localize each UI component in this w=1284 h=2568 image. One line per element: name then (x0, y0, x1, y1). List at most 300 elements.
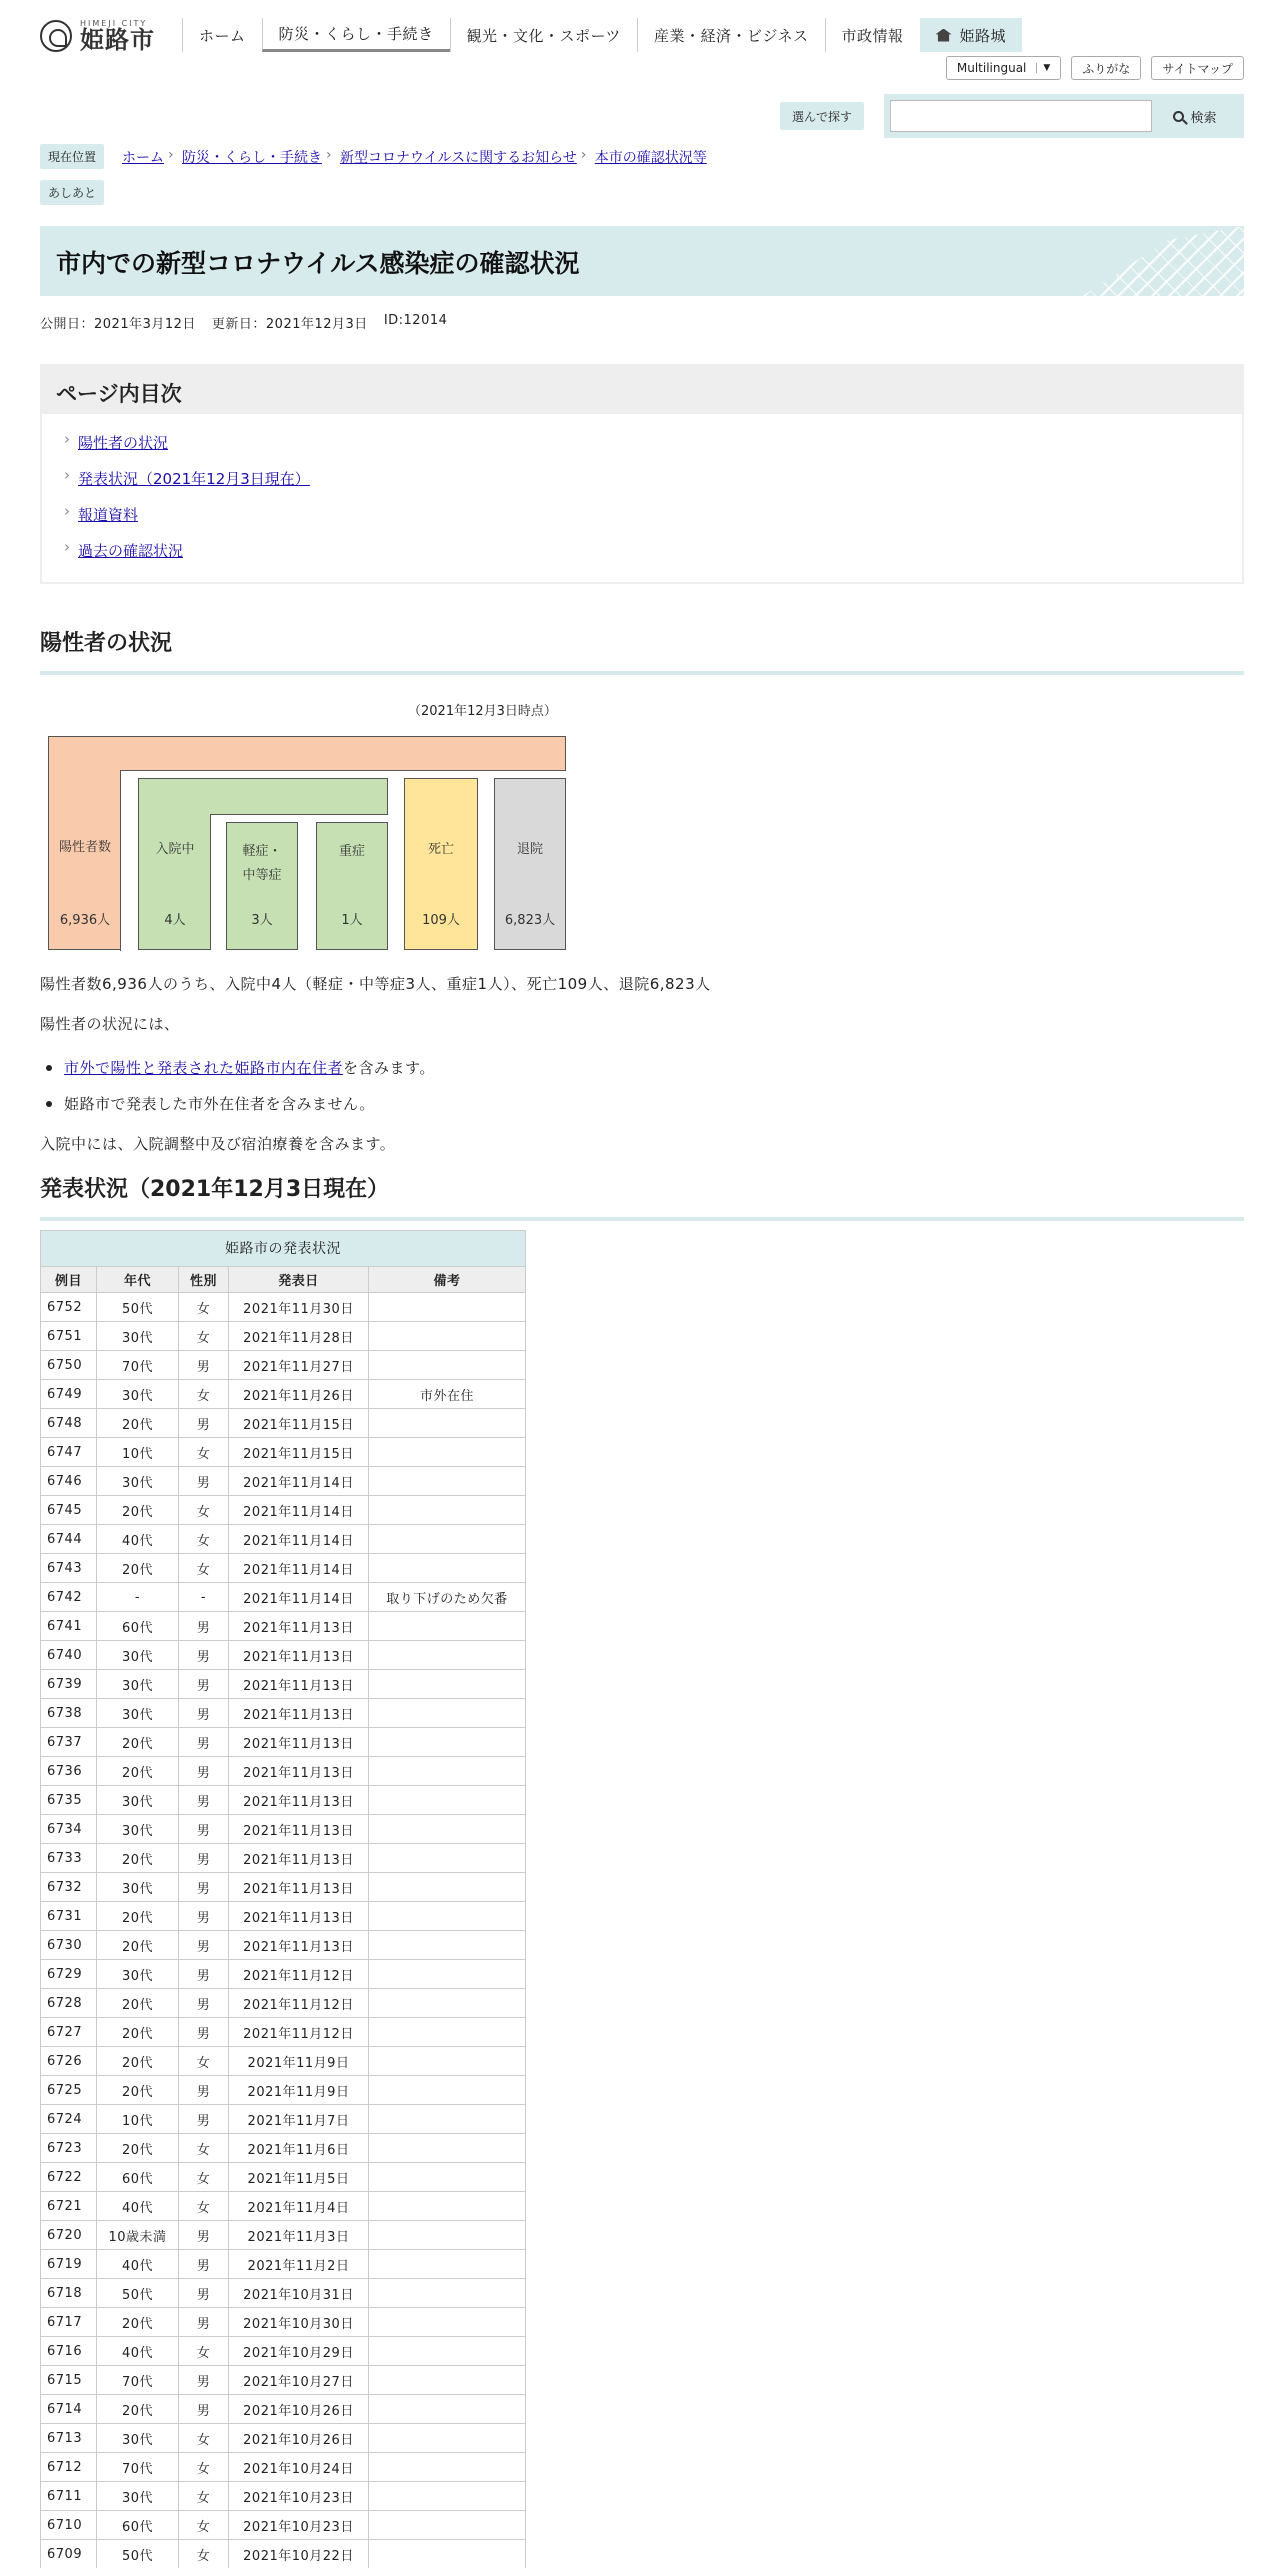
cell-number: 6732 (41, 1873, 97, 1902)
toc-heading: ページ内目次 (42, 366, 1242, 414)
cell-sex: 女 (179, 2163, 229, 2192)
toc-item (62, 432, 1222, 468)
cell-date: 2021年11月13日 (229, 1641, 369, 1670)
cell-date: 2021年11月27日 (229, 1351, 369, 1380)
search-box (884, 94, 1244, 138)
cell-age: 30代 (97, 1641, 179, 1670)
cell-age: 30代 (97, 1380, 179, 1409)
cell-sex: 男 (179, 2395, 229, 2424)
chevron-down-icon: ▼ (1036, 63, 1050, 73)
cell-note (369, 2540, 526, 2568)
cell-date: 2021年11月9日 (229, 2047, 369, 2076)
table-row (41, 2018, 526, 2047)
cell-date: 2021年11月13日 (229, 1728, 369, 1757)
cell-number: 6730 (41, 1931, 97, 1960)
table-row (41, 1844, 526, 1873)
table-row (41, 2279, 526, 2308)
cell-date: 2021年10月23日 (229, 2511, 369, 2540)
cell-sex: 女 (179, 2047, 229, 2076)
cell-note (369, 2308, 526, 2337)
table-row (41, 2134, 526, 2163)
cell-age: 30代 (97, 1960, 179, 1989)
castle-icon (936, 29, 952, 42)
table-row (41, 1960, 526, 1989)
cell-date: 2021年11月14日 (229, 1583, 369, 1612)
box-mild (226, 822, 298, 950)
cell-number: 6744 (41, 1525, 97, 1554)
cell-sex: 男 (179, 1699, 229, 1728)
cell-note (369, 2047, 526, 2076)
box-mild-label1: 軽症・ (242, 844, 282, 859)
table-row (41, 1757, 526, 1786)
cell-date: 2021年11月15日 (229, 1409, 369, 1438)
cell-sex: 女 (179, 1554, 229, 1583)
cell-sex: 男 (179, 2105, 229, 2134)
cell-date: 2021年11月28日 (229, 1322, 369, 1351)
cell-sex: - (179, 1583, 229, 1612)
cell-sex: 女 (179, 1380, 229, 1409)
cell-date: 2021年11月2日 (229, 2250, 369, 2279)
table-row (41, 1583, 526, 1612)
table-row (41, 1322, 526, 1351)
cell-date: 2021年11月6日 (229, 2134, 369, 2163)
cell-number: 6728 (41, 1989, 97, 2018)
cell-sex: 女 (179, 2511, 229, 2540)
cell-note: 取り下げのため欠番 (369, 1583, 526, 1612)
cell-note (369, 1293, 526, 1322)
table-row (41, 2221, 526, 2250)
table-row (41, 1380, 526, 1409)
cell-date: 2021年10月22日 (229, 2540, 369, 2568)
cell-age: 10代 (97, 2105, 179, 2134)
cell-date: 2021年11月4日 (229, 2192, 369, 2221)
cell-note (369, 1554, 526, 1583)
cell-date: 2021年10月27日 (229, 2366, 369, 2395)
cell-date: 2021年11月13日 (229, 1873, 369, 1902)
nav-kanko[interactable]: 観光・文化・スポーツ (450, 18, 637, 52)
table-row (41, 1699, 526, 1728)
cell-date: 2021年10月26日 (229, 2424, 369, 2453)
toc-item (62, 540, 1222, 576)
cell-sex: 女 (179, 1322, 229, 1351)
cell-note (369, 2134, 526, 2163)
cell-number: 6736 (41, 1757, 97, 1786)
table-row (41, 2540, 526, 2568)
box-positive-value: 6,936人 (59, 913, 111, 928)
table-row (41, 2076, 526, 2105)
multilingual-label: Multilingual (956, 61, 1027, 75)
cell-note (369, 1960, 526, 1989)
cell-note (369, 1351, 526, 1380)
cell-sex: 男 (179, 1612, 229, 1641)
cell-date: 2021年11月12日 (229, 1989, 369, 2018)
table-row (41, 2308, 526, 2337)
cell-number: 6720 (41, 2221, 97, 2250)
cell-date: 2021年11月12日 (229, 1960, 369, 1989)
nav-home[interactable]: ホーム (182, 18, 262, 52)
cell-age: 70代 (97, 2453, 179, 2482)
table-row (41, 2511, 526, 2540)
table-row (41, 1873, 526, 1902)
cell-age: 20代 (97, 2308, 179, 2337)
cell-note (369, 2424, 526, 2453)
cell-number: 6743 (41, 1554, 97, 1583)
cell-age: 20代 (97, 1757, 179, 1786)
search-icon (1173, 111, 1184, 122)
box-discharged-value: 6,823人 (504, 913, 556, 928)
col-date: 発表日 (229, 1267, 369, 1293)
cell-age: 30代 (97, 1815, 179, 1844)
breadcrumb-status[interactable]: › 本市の確認状況等 (595, 147, 707, 167)
table-row (41, 1438, 526, 1467)
cell-number: 6733 (41, 1844, 97, 1873)
cell-note (369, 1670, 526, 1699)
table-row (41, 1525, 526, 1554)
cell-sex: 男 (179, 2221, 229, 2250)
cell-age: 50代 (97, 2279, 179, 2308)
cell-age: 60代 (97, 1612, 179, 1641)
breadcrumb-home[interactable]: ホーム (122, 149, 165, 166)
cell-age: 30代 (97, 1467, 179, 1496)
cell-note (369, 1525, 526, 1554)
cell-number: 6716 (41, 2337, 97, 2366)
cell-sex: 男 (179, 1757, 229, 1786)
table-row (41, 1351, 526, 1380)
cell-note (369, 1815, 526, 1844)
table-row (41, 2482, 526, 2511)
cell-note (369, 2250, 526, 2279)
cell-age: 20代 (97, 1554, 179, 1583)
cell-date: 2021年11月14日 (229, 1496, 369, 1525)
table-row (41, 1670, 526, 1699)
breadcrumb (40, 144, 707, 169)
multilingual-select[interactable] (946, 56, 1061, 80)
sitemap-button[interactable]: サイトマップ (1151, 56, 1244, 80)
table-row (41, 2453, 526, 2482)
cell-note (369, 1931, 526, 1960)
cell-sex: 女 (179, 1496, 229, 1525)
cell-note (369, 1699, 526, 1728)
table-row (41, 1786, 526, 1815)
choose-search-button[interactable]: 選んで探す (780, 102, 864, 130)
cell-date: 2021年11月9日 (229, 2076, 369, 2105)
box-death (404, 778, 478, 950)
cell-number: 6715 (41, 2366, 97, 2395)
status-diagram (40, 700, 600, 960)
cell-date: 2021年11月13日 (229, 1844, 369, 1873)
cell-sex: 男 (179, 1931, 229, 1960)
cell-date: 2021年11月15日 (229, 1438, 369, 1467)
cell-age: 30代 (97, 1699, 179, 1728)
cell-age: 20代 (97, 1496, 179, 1525)
cell-age: 20代 (97, 1931, 179, 1960)
col-number: 例目 (41, 1267, 97, 1293)
page-title-banner (40, 226, 1244, 296)
cell-note (369, 2018, 526, 2047)
cell-note (369, 1989, 526, 2018)
cell-date: 2021年10月30日 (229, 2308, 369, 2337)
cell-age: 20代 (97, 1844, 179, 1873)
cell-note (369, 2076, 526, 2105)
site-logo[interactable] (40, 18, 155, 54)
cell-age: 50代 (97, 1293, 179, 1322)
logo-english: HIMEJI CITY (80, 19, 148, 28)
cell-date: 2021年11月30日 (229, 1293, 369, 1322)
box-hospital-value: 4人 (164, 913, 186, 928)
cell-number: 6750 (41, 1351, 97, 1380)
cell-number: 6722 (41, 2163, 97, 2192)
cell-number: 6738 (41, 1699, 97, 1728)
table-row (41, 1728, 526, 1757)
cell-note (369, 1844, 526, 1873)
cell-age: 20代 (97, 2018, 179, 2047)
cell-note (369, 2511, 526, 2540)
cell-number: 6714 (41, 2395, 97, 2424)
cell-note (369, 1496, 526, 1525)
cell-date: 2021年11月12日 (229, 2018, 369, 2047)
cell-number: 6751 (41, 1322, 97, 1351)
table-row (41, 1554, 526, 1583)
table-row (41, 1293, 526, 1322)
cell-age: 30代 (97, 1873, 179, 1902)
cell-age: 30代 (97, 2482, 179, 2511)
cell-age: 70代 (97, 1351, 179, 1380)
outside-positive-link[interactable]: 市外で陽性と発表された姫路市内在住者 (64, 1059, 344, 1077)
cell-date: 2021年11月3日 (229, 2221, 369, 2250)
status-summary: 陽性者数6,936人のうち、入院中4人（軽症・中等症3人、重症1人）、死亡109人、退院6,823人 (40, 975, 711, 993)
cell-age: 20代 (97, 2134, 179, 2163)
cell-date: 2021年11月13日 (229, 1815, 369, 1844)
cell-number: 6749 (41, 1380, 97, 1409)
status-bullet-1-rest: を含みます。 (343, 1059, 435, 1077)
toc-item (62, 504, 1222, 540)
table-row (41, 2250, 526, 2279)
cell-note (369, 2337, 526, 2366)
cell-age: 20代 (97, 2395, 179, 2424)
table-row (41, 1989, 526, 2018)
nav-himeji-castle[interactable] (920, 18, 1023, 52)
cell-number: 6731 (41, 1902, 97, 1931)
nav-castle-label: 姫路城 (959, 26, 1007, 45)
page-toc (40, 364, 1244, 584)
cell-age: 20代 (97, 2076, 179, 2105)
box-death-label: 死亡 (427, 842, 454, 857)
box-positive-label: 陽性者数 (58, 840, 111, 855)
cell-sex: 男 (179, 1815, 229, 1844)
cell-sex: 女 (179, 2337, 229, 2366)
cell-number: 6752 (41, 1293, 97, 1322)
cell-date: 2021年11月13日 (229, 1931, 369, 1960)
table-caption: 姫路市の発表状況 (40, 1230, 526, 1266)
search-input[interactable] (890, 100, 1152, 132)
cell-age: 20代 (97, 1989, 179, 2018)
table-row (41, 1902, 526, 1931)
cell-number: 6719 (41, 2250, 97, 2279)
table-row (41, 2337, 526, 2366)
box-discharged (494, 778, 566, 950)
cell-sex: 男 (179, 1902, 229, 1931)
furigana-button[interactable]: ふりがな (1071, 56, 1141, 80)
cell-number: 6741 (41, 1612, 97, 1641)
cell-date: 2021年11月14日 (229, 1525, 369, 1554)
cell-note (369, 2482, 526, 2511)
cell-age: 40代 (97, 1525, 179, 1554)
table-row (41, 1931, 526, 1960)
cell-note (369, 1467, 526, 1496)
cell-note (369, 1409, 526, 1438)
cell-note (369, 1757, 526, 1786)
table-header-row (41, 1267, 526, 1293)
table-row (41, 1641, 526, 1670)
cell-age: 30代 (97, 1670, 179, 1699)
cell-sex: 女 (179, 1438, 229, 1467)
cell-note (369, 1438, 526, 1467)
cell-date: 2021年11月13日 (229, 1902, 369, 1931)
cell-age: - (97, 1583, 179, 1612)
cell-sex: 女 (179, 2424, 229, 2453)
cell-note (369, 1873, 526, 1902)
cell-date: 2021年11月13日 (229, 1757, 369, 1786)
table-row (41, 1467, 526, 1496)
cell-note (369, 2395, 526, 2424)
cell-note: 市外在住 (369, 1380, 526, 1409)
search-button-label: 検索 (1190, 110, 1217, 126)
nav-bousai[interactable]: 防災・くらし・手続き (262, 18, 450, 52)
cell-number: 6709 (41, 2540, 97, 2568)
box-discharged-label: 退院 (516, 842, 543, 857)
section-heading-positive: 陽性者の状況 (40, 626, 1244, 675)
page-title: 市内での新型コロナウイルス感染症の確認状況 (56, 249, 580, 278)
cell-sex: 女 (179, 2482, 229, 2511)
cell-number: 6734 (41, 1815, 97, 1844)
box-mild-value: 3人 (251, 913, 273, 928)
cell-note (369, 2105, 526, 2134)
cell-note (369, 1612, 526, 1641)
cell-sex: 男 (179, 1670, 229, 1699)
updated-date: 更新日：2021年12月3日 (211, 317, 368, 332)
cell-age: 20代 (97, 1728, 179, 1757)
cell-note (369, 2163, 526, 2192)
cell-date: 2021年10月29日 (229, 2337, 369, 2366)
cell-number: 6737 (41, 1728, 97, 1757)
search-button[interactable] (1152, 100, 1238, 132)
status-note: 入院中には、入院調整中及び宿泊療養を含みます。 (40, 1135, 396, 1153)
castle-wall-decoration (1054, 226, 1244, 296)
cell-sex: 女 (179, 2453, 229, 2482)
toc-link-press[interactable]: 報道資料 (78, 506, 139, 524)
status-as-of: （2021年12月3日時点） (408, 704, 557, 719)
table-row (41, 2366, 526, 2395)
cell-age: 70代 (97, 2366, 179, 2395)
cell-note (369, 2221, 526, 2250)
status-includes-intro: 陽性者の状況には、 (40, 1015, 180, 1033)
cell-number: 6718 (41, 2279, 97, 2308)
cell-number: 6742 (41, 1583, 97, 1612)
cell-number: 6748 (41, 1409, 97, 1438)
cell-sex: 女 (179, 2540, 229, 2568)
cell-date: 2021年11月13日 (229, 1612, 369, 1641)
cell-age: 10歳未満 (97, 2221, 179, 2250)
cell-number: 6746 (41, 1467, 97, 1496)
cell-number: 6747 (41, 1438, 97, 1467)
cell-sex: 男 (179, 2279, 229, 2308)
cell-number: 6712 (41, 2453, 97, 2482)
cell-age: 20代 (97, 2047, 179, 2076)
cell-sex: 女 (179, 2192, 229, 2221)
publish-info (40, 313, 447, 332)
toc-link-announce[interactable]: 発表状況（2021年12月3日現在） (78, 470, 310, 488)
cell-number: 6735 (41, 1786, 97, 1815)
cell-age: 40代 (97, 2192, 179, 2221)
table-row (41, 1815, 526, 1844)
cell-sex: 男 (179, 1873, 229, 1902)
box-severe-value: 1人 (341, 913, 363, 928)
table-row (41, 2163, 526, 2192)
cell-number: 6729 (41, 1960, 97, 1989)
published-date: 公開日：2021年3月12日 (40, 317, 196, 332)
box-severe-label: 重症 (338, 844, 365, 859)
status-bullet-2: 姫路市で発表した市外在住者を含みません。 (64, 1092, 375, 1116)
cell-note (369, 2192, 526, 2221)
table-body (41, 1293, 526, 2568)
table-row (41, 1409, 526, 1438)
nav-shisei[interactable]: 市政情報 (825, 18, 920, 52)
toc-item (62, 468, 1222, 504)
cell-sex: 女 (179, 2134, 229, 2163)
cell-sex: 女 (179, 1293, 229, 1322)
cell-sex: 男 (179, 1351, 229, 1380)
nav-sangyo[interactable]: 産業・経済・ビジネス (637, 18, 825, 52)
table-row (41, 1612, 526, 1641)
footmark-button[interactable]: あしあと (40, 180, 104, 205)
cell-age: 20代 (97, 1902, 179, 1931)
cell-note (369, 1786, 526, 1815)
cell-date: 2021年10月24日 (229, 2453, 369, 2482)
table-row (41, 2192, 526, 2221)
breadcrumb-corona[interactable]: › 新型コロナウイルスに関するお知らせ (340, 147, 577, 167)
cell-sex: 男 (179, 2076, 229, 2105)
cell-sex: 男 (179, 1641, 229, 1670)
cell-sex: 男 (179, 2366, 229, 2395)
cell-age: 30代 (97, 1322, 179, 1351)
cell-sex: 男 (179, 1786, 229, 1815)
breadcrumb-current-label: 現在位置 (40, 144, 104, 169)
cell-note (369, 1641, 526, 1670)
cell-date: 2021年11月13日 (229, 1786, 369, 1815)
cell-sex: 男 (179, 2250, 229, 2279)
cell-date: 2021年10月23日 (229, 2482, 369, 2511)
cell-note (369, 2453, 526, 2482)
breadcrumb-bousai[interactable]: › 防災・くらし・手続き (182, 147, 322, 167)
cell-age: 50代 (97, 2540, 179, 2568)
cell-number: 6740 (41, 1641, 97, 1670)
cell-date: 2021年11月13日 (229, 1699, 369, 1728)
toc-link-past[interactable]: 過去の確認状況 (78, 542, 184, 560)
col-sex: 性別 (179, 1267, 229, 1293)
col-note: 備考 (369, 1267, 526, 1293)
cell-number: 6726 (41, 2047, 97, 2076)
toc-link-positive[interactable]: 陽性者の状況 (78, 434, 169, 452)
cell-age: 20代 (97, 1409, 179, 1438)
cell-number: 6745 (41, 1496, 97, 1525)
cell-sex: 女 (179, 1525, 229, 1554)
box-severe (316, 822, 388, 950)
table-row (41, 2047, 526, 2076)
page-id: ID:12014 (383, 313, 448, 328)
cell-date: 2021年10月26日 (229, 2395, 369, 2424)
box-hospital-label: 入院中 (155, 842, 195, 857)
cell-age: 10代 (97, 1438, 179, 1467)
